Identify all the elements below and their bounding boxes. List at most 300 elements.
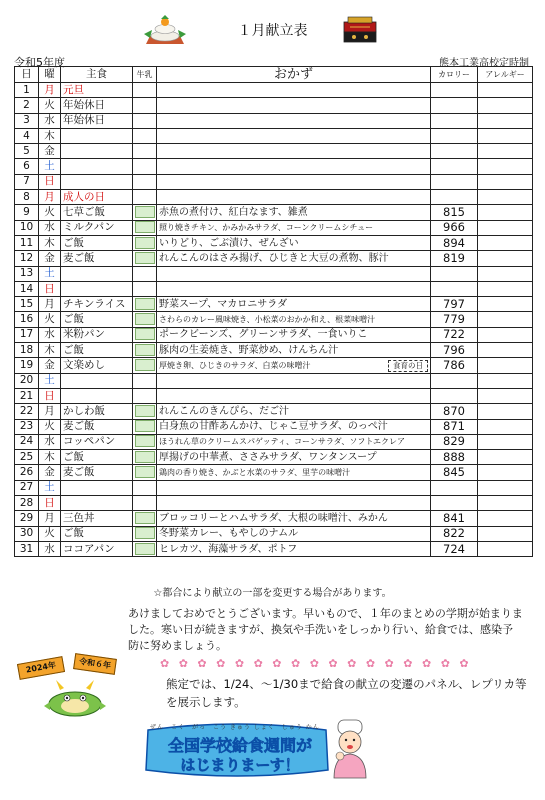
dish-text: 厚揚げの中華煮、ささみサラダ、ワンタンスープ	[159, 451, 377, 463]
calorie-cell	[431, 128, 478, 143]
milk-cell	[133, 496, 157, 511]
dish-text: ポークビーンズ、グリーンサラダ、一食いりこ	[159, 329, 368, 341]
staple-cell	[61, 266, 133, 281]
dish-cell	[157, 297, 431, 312]
table-row	[15, 144, 533, 159]
day-cell: 26	[15, 465, 39, 480]
day-cell: 6	[15, 159, 39, 174]
weekday-cell: 日	[39, 174, 61, 189]
milk-cell	[133, 235, 157, 250]
dish-cell	[157, 281, 431, 296]
staple-cell: チキンライス	[61, 297, 133, 312]
table-row	[15, 266, 533, 281]
milk-cell	[133, 327, 157, 342]
dish-cell	[157, 358, 431, 373]
day-cell: 11	[15, 235, 39, 250]
milk-cell	[133, 343, 157, 358]
staple-cell: コッペパン	[61, 434, 133, 449]
staple-cell	[61, 388, 133, 403]
table-row	[15, 174, 533, 189]
staple-cell: 年始休日	[61, 98, 133, 113]
table-row	[15, 388, 533, 403]
table-row	[15, 404, 533, 419]
table-row	[15, 450, 533, 465]
milk-cell	[133, 465, 157, 480]
dish-cell	[157, 496, 431, 511]
dish-cell	[157, 266, 431, 281]
weekday-cell: 日	[39, 388, 61, 403]
table-row	[15, 327, 533, 342]
staple-cell: 元旦	[61, 83, 133, 98]
day-cell: 31	[15, 541, 39, 556]
dish-cell	[157, 419, 431, 434]
staple-cell: ご飯	[61, 343, 133, 358]
milk-cell	[133, 480, 157, 495]
weekday-cell: 月	[39, 83, 61, 98]
calorie-cell: 786	[431, 358, 478, 373]
weekday-cell: 水	[39, 113, 61, 128]
calorie-cell	[431, 281, 478, 296]
calorie-cell: 845	[431, 465, 478, 480]
calorie-cell	[431, 159, 478, 174]
weekday-cell: 水	[39, 541, 61, 556]
calorie-cell: 870	[431, 404, 478, 419]
col-allergy: アレルギー	[478, 67, 533, 83]
day-cell: 30	[15, 526, 39, 541]
milk-carton-icon	[135, 420, 155, 432]
milk-cell	[133, 358, 157, 373]
dish-text: ほうれん草のクリームスパゲッティ、コーンサラダ、ソフトエクレア	[159, 437, 405, 447]
allergy-cell	[478, 220, 533, 235]
calorie-cell: 841	[431, 511, 478, 526]
milk-carton-icon	[135, 512, 155, 524]
calorie-cell: 822	[431, 526, 478, 541]
dish-cell	[157, 159, 431, 174]
milk-cell	[133, 251, 157, 266]
weekday-cell: 土	[39, 373, 61, 388]
table-row	[15, 159, 533, 174]
era-badge: 令和６年	[73, 653, 117, 675]
col-okazu: おかず	[157, 67, 431, 83]
milk-cell	[133, 190, 157, 205]
allergy-cell	[478, 144, 533, 159]
weekday-cell: 木	[39, 235, 61, 250]
day-cell: 24	[15, 434, 39, 449]
jubako-icon	[340, 14, 380, 50]
milk-cell	[133, 174, 157, 189]
staple-cell: 麦ご飯	[61, 465, 133, 480]
dish-cell	[157, 174, 431, 189]
table-row	[15, 526, 533, 541]
allergy-cell	[478, 128, 533, 143]
milk-carton-icon	[135, 344, 155, 356]
flower-divider: ✿ ✿ ✿ ✿ ✿ ✿ ✿ ✿ ✿ ✿ ✿ ✿ ✿ ✿ ✿ ✿ ✿	[160, 657, 472, 670]
weekday-cell: 火	[39, 205, 61, 220]
weekday-cell: 金	[39, 465, 61, 480]
calorie-cell	[431, 83, 478, 98]
milk-cell	[133, 511, 157, 526]
allergy-cell	[478, 251, 533, 266]
day-cell: 4	[15, 128, 39, 143]
col-weekday: 曜	[39, 67, 61, 83]
calorie-cell	[431, 373, 478, 388]
table-row	[15, 128, 533, 143]
dish-text: れんこんのはさみ揚げ、ひじきと大豆の煮物、豚汁	[159, 252, 389, 264]
day-cell: 23	[15, 419, 39, 434]
allergy-cell	[478, 358, 533, 373]
table-row	[15, 434, 533, 449]
milk-carton-icon	[135, 543, 155, 555]
chef-character-icon	[326, 716, 374, 780]
allergy-cell	[478, 174, 533, 189]
day-cell: 29	[15, 511, 39, 526]
table-row	[15, 251, 533, 266]
allergy-cell	[478, 419, 533, 434]
table-row	[15, 235, 533, 250]
table-row	[15, 496, 533, 511]
milk-carton-icon	[135, 451, 155, 463]
day-cell: 8	[15, 190, 39, 205]
calorie-cell	[431, 388, 478, 403]
staple-cell: 七草ご飯	[61, 205, 133, 220]
day-cell: 14	[15, 281, 39, 296]
dish-cell	[157, 83, 431, 98]
day-cell: 19	[15, 358, 39, 373]
table-row	[15, 480, 533, 495]
allergy-cell	[478, 480, 533, 495]
milk-carton-icon	[135, 405, 155, 417]
milk-carton-icon	[135, 237, 155, 249]
dish-cell	[157, 113, 431, 128]
calorie-cell: 819	[431, 251, 478, 266]
table-row	[15, 312, 533, 327]
calorie-cell: 829	[431, 434, 478, 449]
milk-carton-icon	[135, 313, 155, 325]
allergy-cell	[478, 496, 533, 511]
milk-cell	[133, 144, 157, 159]
day-cell: 21	[15, 388, 39, 403]
weekday-cell: 月	[39, 190, 61, 205]
milk-cell	[133, 83, 157, 98]
staple-cell	[61, 174, 133, 189]
allergy-cell	[478, 450, 533, 465]
table-row	[15, 220, 533, 235]
dish-cell	[157, 404, 431, 419]
banner-ruby: ぜん こく がっ こう きゅう しょく しゅう かん	[150, 724, 320, 731]
staple-cell: ご飯	[61, 526, 133, 541]
allergy-cell	[478, 312, 533, 327]
calorie-cell: 871	[431, 419, 478, 434]
day-cell: 12	[15, 251, 39, 266]
day-cell: 10	[15, 220, 39, 235]
allergy-cell	[478, 297, 533, 312]
weekday-cell: 日	[39, 496, 61, 511]
milk-carton-icon	[135, 221, 155, 233]
day-cell: 22	[15, 404, 39, 419]
staple-cell: ご飯	[61, 450, 133, 465]
table-row	[15, 190, 533, 205]
table-row	[15, 343, 533, 358]
staple-cell	[61, 496, 133, 511]
dish-cell	[157, 251, 431, 266]
calorie-cell: 722	[431, 327, 478, 342]
milk-cell	[133, 373, 157, 388]
weekday-cell: 火	[39, 419, 61, 434]
milk-cell	[133, 113, 157, 128]
allergy-cell	[478, 190, 533, 205]
banner-line-1: 全国学校給食週間が	[167, 736, 312, 755]
dish-text: 赤魚の煮付け、紅白なます、雑煮	[159, 207, 308, 219]
weekday-cell: 金	[39, 358, 61, 373]
staple-cell: ココアパン	[61, 541, 133, 556]
table-row	[15, 511, 533, 526]
day-cell: 7	[15, 174, 39, 189]
dish-text: 白身魚の甘酢あんかけ、じゃこ豆サラダ、のっぺ汁	[159, 421, 388, 433]
weekday-cell: 木	[39, 343, 61, 358]
dish-text: ヒレカツ、海藻サラダ、ポトフ	[159, 543, 298, 555]
dish-cell	[157, 205, 431, 220]
staple-cell	[61, 128, 133, 143]
allergy-cell	[478, 83, 533, 98]
staple-cell: ご飯	[61, 235, 133, 250]
calorie-cell: 966	[431, 220, 478, 235]
calorie-cell	[431, 480, 478, 495]
table-row	[15, 373, 533, 388]
dish-text: 厚焼き卵、ひじきのサラダ、白菜の味噌汁	[159, 360, 311, 370]
table-header-row	[15, 67, 533, 83]
dish-text: 豚肉の生姜焼き、野菜炒め、けんちん汁	[159, 344, 339, 356]
allergy-cell	[478, 373, 533, 388]
milk-carton-icon	[135, 252, 155, 264]
calorie-cell: 888	[431, 450, 478, 465]
staple-cell	[61, 281, 133, 296]
table-row	[15, 83, 533, 98]
table-row	[15, 465, 533, 480]
allergy-cell	[478, 434, 533, 449]
allergy-cell	[478, 343, 533, 358]
milk-carton-icon	[135, 206, 155, 218]
table-row	[15, 205, 533, 220]
dish-text: れんこんのきんぴら、だご汁	[159, 405, 289, 417]
allergy-cell	[478, 266, 533, 281]
calorie-cell	[431, 266, 478, 281]
weekday-cell: 火	[39, 312, 61, 327]
exhibition-info: 熊定では、1/24、～1/30まで給食の献立の変遷のパネル、レプリカ等を展示します。	[166, 677, 527, 709]
col-milk: 牛乳	[133, 67, 157, 83]
day-cell: 28	[15, 496, 39, 511]
allergy-cell	[478, 541, 533, 556]
weekday-cell: 水	[39, 434, 61, 449]
calorie-cell	[431, 113, 478, 128]
staple-cell: 文楽めし	[61, 358, 133, 373]
dish-cell	[157, 511, 431, 526]
dish-cell	[157, 526, 431, 541]
staple-cell: 年始休日	[61, 113, 133, 128]
school-name: 熊本工業高校定時制	[439, 58, 529, 69]
dish-text: さわらのカレー風味焼き、小松菜のおかか和え、根菜味噌汁	[159, 315, 376, 325]
allergy-cell	[478, 511, 533, 526]
calorie-cell: 815	[431, 205, 478, 220]
col-staple: 主食	[61, 67, 133, 83]
milk-cell	[133, 297, 157, 312]
dish-text: 冬野菜カレー、もやしのナムル	[159, 528, 299, 540]
staple-cell: 麦ご飯	[61, 251, 133, 266]
allergy-cell	[478, 235, 533, 250]
milk-carton-icon	[135, 298, 155, 310]
allergy-cell	[478, 327, 533, 342]
table-row	[15, 419, 533, 434]
staple-cell: かしわ飯	[61, 404, 133, 419]
day-cell: 3	[15, 113, 39, 128]
dish-cell	[157, 235, 431, 250]
staple-cell: ミルクパン	[61, 220, 133, 235]
weekday-cell: 木	[39, 128, 61, 143]
day-cell: 16	[15, 312, 39, 327]
page-title: １月献立表	[237, 23, 308, 39]
staple-cell	[61, 480, 133, 495]
day-cell: 25	[15, 450, 39, 465]
staple-cell	[61, 144, 133, 159]
allergy-cell	[478, 98, 533, 113]
milk-carton-icon	[135, 328, 155, 340]
calorie-cell	[431, 144, 478, 159]
staple-cell: 麦ご飯	[61, 419, 133, 434]
day-cell: 9	[15, 205, 39, 220]
milk-carton-icon	[135, 466, 155, 478]
table-row	[15, 358, 533, 373]
weekday-cell: 月	[39, 511, 61, 526]
school-year: 令和5年度	[14, 56, 65, 69]
milk-carton-icon	[135, 435, 155, 447]
day-cell: 18	[15, 343, 39, 358]
milk-carton-icon	[135, 359, 155, 371]
year-badge: 2024年	[17, 656, 65, 680]
dish-text: ブロッコリーとハムサラダ、大根の味噌汁、みかん	[159, 512, 388, 524]
milk-carton-icon	[135, 527, 155, 539]
col-calorie: カロリー	[431, 67, 478, 83]
milk-cell	[133, 128, 157, 143]
dish-cell	[157, 343, 431, 358]
allergy-cell	[478, 281, 533, 296]
dragon-character-icon	[40, 676, 110, 718]
weekday-cell: 金	[39, 144, 61, 159]
weekday-cell: 水	[39, 327, 61, 342]
allergy-cell	[478, 113, 533, 128]
milk-cell	[133, 450, 157, 465]
allergy-cell	[478, 465, 533, 480]
weekday-cell: 土	[39, 480, 61, 495]
table-row	[15, 297, 533, 312]
staple-cell: 三色丼	[61, 511, 133, 526]
day-cell: 13	[15, 266, 39, 281]
milk-cell	[133, 312, 157, 327]
day-cell: 2	[15, 98, 39, 113]
table-row	[15, 281, 533, 296]
staple-cell: ご飯	[61, 312, 133, 327]
dish-cell	[157, 373, 431, 388]
milk-cell	[133, 266, 157, 281]
dish-text: いりどり、ごぶ漬け、ぜんざい	[159, 237, 299, 249]
col-day: 日	[15, 67, 39, 83]
milk-cell	[133, 526, 157, 541]
day-cell: 15	[15, 297, 39, 312]
milk-cell	[133, 404, 157, 419]
day-cell: 1	[15, 83, 39, 98]
milk-cell	[133, 434, 157, 449]
calorie-cell: 796	[431, 343, 478, 358]
dish-cell	[157, 220, 431, 235]
calorie-cell: 779	[431, 312, 478, 327]
calorie-cell	[431, 174, 478, 189]
dish-text: 野菜スープ、マカロニサラダ	[159, 298, 288, 310]
milk-cell	[133, 220, 157, 235]
day-cell: 20	[15, 373, 39, 388]
table-row	[15, 541, 533, 556]
dish-cell	[157, 541, 431, 556]
banner-line-2: はじまりまーす！	[180, 756, 300, 774]
menu-table	[14, 66, 533, 557]
table-row	[15, 98, 533, 113]
dish-cell	[157, 388, 431, 403]
staple-cell	[61, 373, 133, 388]
staple-cell: 成人の日	[61, 190, 133, 205]
calorie-cell	[431, 98, 478, 113]
dish-cell	[157, 312, 431, 327]
dish-cell	[157, 434, 431, 449]
milk-cell	[133, 159, 157, 174]
dish-cell	[157, 465, 431, 480]
table-row	[15, 113, 533, 128]
weekday-cell: 月	[39, 297, 61, 312]
greeting-text: あけましておめでとうございます。早いもので、１年のまとめの学期が始まりました。寒い日が続きますが、換気や手洗いをしっかり行い、給食では、感染予防に努めましょう。	[128, 607, 523, 652]
allergy-cell	[478, 388, 533, 403]
milk-cell	[133, 541, 157, 556]
staple-cell	[61, 159, 133, 174]
weekday-cell: 日	[39, 281, 61, 296]
staple-cell: 米粉パン	[61, 327, 133, 342]
milk-cell	[133, 98, 157, 113]
dish-cell	[157, 128, 431, 143]
calorie-cell: 797	[431, 297, 478, 312]
dish-cell	[157, 190, 431, 205]
allergy-cell	[478, 205, 533, 220]
milk-cell	[133, 281, 157, 296]
dish-cell	[157, 480, 431, 495]
change-note: ☆都合により献立の一部を変更する場合があります。	[153, 588, 392, 599]
dish-text: 照り焼きチキン、かみかみサラダ、コーンクリームシチュー	[159, 223, 374, 233]
weekday-cell: 土	[39, 266, 61, 281]
allergy-cell	[478, 526, 533, 541]
calorie-cell: 724	[431, 541, 478, 556]
milk-cell	[133, 388, 157, 403]
weekday-cell: 火	[39, 526, 61, 541]
weekday-cell: 木	[39, 450, 61, 465]
weekday-cell: 水	[39, 220, 61, 235]
dish-text: 鶏肉の香り焼き、かぶと水菜のサラダ、里芋の味噌汁	[159, 468, 351, 478]
milk-cell	[133, 419, 157, 434]
calorie-cell: 894	[431, 235, 478, 250]
allergy-cell	[478, 404, 533, 419]
dish-cell	[157, 144, 431, 159]
dish-cell	[157, 450, 431, 465]
dish-cell	[157, 327, 431, 342]
shokuiku-tag: 食育の日	[388, 360, 428, 372]
calorie-cell	[431, 190, 478, 205]
weekday-cell: 土	[39, 159, 61, 174]
day-cell: 5	[15, 144, 39, 159]
dish-cell	[157, 98, 431, 113]
weekday-cell: 金	[39, 251, 61, 266]
